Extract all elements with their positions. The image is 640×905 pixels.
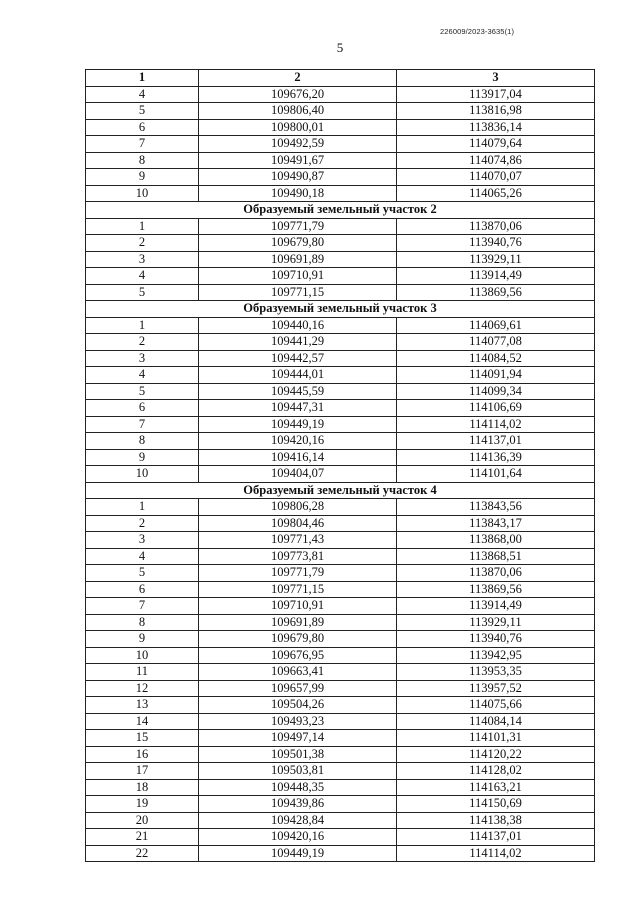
x-coordinate-cell: 109428,84 <box>199 812 397 829</box>
point-number-cell: 16 <box>86 746 199 763</box>
x-coordinate-cell: 109439,86 <box>199 796 397 813</box>
y-coordinate-cell: 113869,56 <box>397 284 595 301</box>
x-coordinate-cell: 109491,67 <box>199 152 397 169</box>
point-number-cell: 14 <box>86 713 199 730</box>
table-row <box>86 334 595 351</box>
point-number-cell: 10 <box>86 466 199 483</box>
x-coordinate-cell: 109804,46 <box>199 515 397 532</box>
point-number-cell: 21 <box>86 829 199 846</box>
table-row <box>86 350 595 367</box>
y-coordinate-cell: 113940,76 <box>397 235 595 252</box>
point-number-cell: 8 <box>86 614 199 631</box>
coordinates-table-body <box>86 70 595 862</box>
x-coordinate-cell: 109691,89 <box>199 251 397 268</box>
y-coordinate-cell: 114101,31 <box>397 730 595 747</box>
y-coordinate-cell: 114075,66 <box>397 697 595 714</box>
y-coordinate-cell: 114106,69 <box>397 400 595 417</box>
point-number-cell: 10 <box>86 647 199 664</box>
table-row <box>86 218 595 235</box>
table-row <box>86 713 595 730</box>
table-row <box>86 235 595 252</box>
point-number-cell: 12 <box>86 680 199 697</box>
table-row <box>86 548 595 565</box>
y-coordinate-cell: 114101,64 <box>397 466 595 483</box>
x-coordinate-cell: 109440,16 <box>199 317 397 334</box>
table-row <box>86 532 595 549</box>
point-number-cell: 2 <box>86 334 199 351</box>
point-number-cell: 4 <box>86 548 199 565</box>
table-row <box>86 763 595 780</box>
table-row <box>86 664 595 681</box>
point-number-cell: 7 <box>86 136 199 153</box>
point-number-cell: 4 <box>86 367 199 384</box>
point-number-cell: 3 <box>86 350 199 367</box>
y-coordinate-cell: 114099,34 <box>397 383 595 400</box>
point-number-cell: 11 <box>86 664 199 681</box>
table-row <box>86 251 595 268</box>
x-coordinate-cell: 109771,79 <box>199 218 397 235</box>
table-row <box>86 746 595 763</box>
point-number-cell: 6 <box>86 119 199 136</box>
y-coordinate-cell: 113836,14 <box>397 119 595 136</box>
x-coordinate-cell: 109663,41 <box>199 664 397 681</box>
table-row <box>86 433 595 450</box>
x-coordinate-cell: 109676,20 <box>199 86 397 103</box>
x-coordinate-cell: 109445,59 <box>199 383 397 400</box>
section-title-row <box>86 301 595 318</box>
x-coordinate-cell: 109679,80 <box>199 235 397 252</box>
x-coordinate-cell: 109806,40 <box>199 103 397 120</box>
point-number-cell: 9 <box>86 449 199 466</box>
point-number-cell: 8 <box>86 152 199 169</box>
point-number-cell: 5 <box>86 103 199 120</box>
point-number-cell: 17 <box>86 763 199 780</box>
y-coordinate-cell: 113843,17 <box>397 515 595 532</box>
section-title: Образуемый земельный участок 2 <box>86 202 595 219</box>
y-coordinate-cell: 114070,07 <box>397 169 595 186</box>
point-number-cell: 4 <box>86 268 199 285</box>
x-coordinate-cell: 109420,16 <box>199 829 397 846</box>
x-coordinate-cell: 109800,01 <box>199 119 397 136</box>
section-title-row <box>86 202 595 219</box>
x-coordinate-cell: 109493,23 <box>199 713 397 730</box>
table-row <box>86 103 595 120</box>
y-coordinate-cell: 113816,98 <box>397 103 595 120</box>
x-coordinate-cell: 109771,15 <box>199 581 397 598</box>
point-number-cell: 5 <box>86 284 199 301</box>
table-header-row <box>86 70 595 87</box>
table-row <box>86 697 595 714</box>
x-coordinate-cell: 109676,95 <box>199 647 397 664</box>
table-row <box>86 416 595 433</box>
table-row <box>86 565 595 582</box>
point-number-cell: 6 <box>86 581 199 598</box>
point-number-cell: 22 <box>86 845 199 862</box>
point-number-cell: 19 <box>86 796 199 813</box>
y-coordinate-cell: 114065,26 <box>397 185 595 202</box>
y-coordinate-cell: 113870,06 <box>397 218 595 235</box>
x-coordinate-cell: 109420,16 <box>199 433 397 450</box>
table-row <box>86 614 595 631</box>
x-coordinate-cell: 109492,59 <box>199 136 397 153</box>
table-row <box>86 796 595 813</box>
table-row <box>86 86 595 103</box>
y-coordinate-cell: 114077,08 <box>397 334 595 351</box>
x-coordinate-cell: 109710,91 <box>199 598 397 615</box>
y-coordinate-cell: 113929,11 <box>397 251 595 268</box>
table-row <box>86 598 595 615</box>
point-number-cell: 1 <box>86 317 199 334</box>
table-row <box>86 400 595 417</box>
point-number-cell: 9 <box>86 631 199 648</box>
document-id: 226009/2023-3635(1) <box>440 27 515 36</box>
x-coordinate-cell: 109710,91 <box>199 268 397 285</box>
x-coordinate-cell: 109501,38 <box>199 746 397 763</box>
point-number-cell: 2 <box>86 515 199 532</box>
y-coordinate-cell: 114114,02 <box>397 416 595 433</box>
point-number-cell: 8 <box>86 433 199 450</box>
y-coordinate-cell: 113940,76 <box>397 631 595 648</box>
x-coordinate-cell: 109691,89 <box>199 614 397 631</box>
table-row <box>86 812 595 829</box>
section-title: Образуемый земельный участок 4 <box>86 482 595 499</box>
x-coordinate-cell: 109490,18 <box>199 185 397 202</box>
table-row <box>86 367 595 384</box>
point-number-cell: 7 <box>86 416 199 433</box>
point-number-cell: 9 <box>86 169 199 186</box>
x-coordinate-cell: 109503,81 <box>199 763 397 780</box>
y-coordinate-cell: 114069,61 <box>397 317 595 334</box>
table-row <box>86 169 595 186</box>
point-number-cell: 5 <box>86 383 199 400</box>
x-coordinate-cell: 109444,01 <box>199 367 397 384</box>
y-coordinate-cell: 113869,56 <box>397 581 595 598</box>
x-coordinate-cell: 109442,57 <box>199 350 397 367</box>
y-coordinate-cell: 114138,38 <box>397 812 595 829</box>
column-header-2: 2 <box>199 70 397 87</box>
y-coordinate-cell: 114128,02 <box>397 763 595 780</box>
y-coordinate-cell: 113843,56 <box>397 499 595 516</box>
table-row <box>86 779 595 796</box>
table-row <box>86 317 595 334</box>
y-coordinate-cell: 113868,00 <box>397 532 595 549</box>
section-title: Образуемый земельный участок 3 <box>86 301 595 318</box>
table-row <box>86 499 595 516</box>
table-row <box>86 631 595 648</box>
point-number-cell: 3 <box>86 532 199 549</box>
point-number-cell: 5 <box>86 565 199 582</box>
table-row <box>86 581 595 598</box>
y-coordinate-cell: 114084,14 <box>397 713 595 730</box>
table-row <box>86 136 595 153</box>
y-coordinate-cell: 114079,64 <box>397 136 595 153</box>
column-header-1: 1 <box>86 70 199 87</box>
table-row <box>86 730 595 747</box>
point-number-cell: 13 <box>86 697 199 714</box>
x-coordinate-cell: 109771,43 <box>199 532 397 549</box>
table-row <box>86 152 595 169</box>
point-number-cell: 2 <box>86 235 199 252</box>
point-number-cell: 6 <box>86 400 199 417</box>
y-coordinate-cell: 113914,49 <box>397 598 595 615</box>
table-row <box>86 185 595 202</box>
y-coordinate-cell: 114114,02 <box>397 845 595 862</box>
x-coordinate-cell: 109679,80 <box>199 631 397 648</box>
y-coordinate-cell: 114091,94 <box>397 367 595 384</box>
point-number-cell: 7 <box>86 598 199 615</box>
y-coordinate-cell: 114150,69 <box>397 796 595 813</box>
column-header-3: 3 <box>397 70 595 87</box>
x-coordinate-cell: 109806,28 <box>199 499 397 516</box>
x-coordinate-cell: 109490,87 <box>199 169 397 186</box>
point-number-cell: 1 <box>86 218 199 235</box>
x-coordinate-cell: 109771,15 <box>199 284 397 301</box>
table-row <box>86 515 595 532</box>
point-number-cell: 3 <box>86 251 199 268</box>
table-row <box>86 449 595 466</box>
x-coordinate-cell: 109773,81 <box>199 548 397 565</box>
y-coordinate-cell: 113942,95 <box>397 647 595 664</box>
table-row <box>86 284 595 301</box>
table-row <box>86 829 595 846</box>
x-coordinate-cell: 109447,31 <box>199 400 397 417</box>
x-coordinate-cell: 109497,14 <box>199 730 397 747</box>
table-row <box>86 647 595 664</box>
y-coordinate-cell: 114137,01 <box>397 829 595 846</box>
point-number-cell: 18 <box>86 779 199 796</box>
point-number-cell: 10 <box>86 185 199 202</box>
x-coordinate-cell: 109449,19 <box>199 845 397 862</box>
y-coordinate-cell: 114074,86 <box>397 152 595 169</box>
coordinates-table <box>85 69 595 862</box>
y-coordinate-cell: 113929,11 <box>397 614 595 631</box>
y-coordinate-cell: 113868,51 <box>397 548 595 565</box>
y-coordinate-cell: 113914,49 <box>397 268 595 285</box>
table-row <box>86 268 595 285</box>
y-coordinate-cell: 113870,06 <box>397 565 595 582</box>
y-coordinate-cell: 113917,04 <box>397 86 595 103</box>
x-coordinate-cell: 109657,99 <box>199 680 397 697</box>
point-number-cell: 1 <box>86 499 199 516</box>
y-coordinate-cell: 114084,52 <box>397 350 595 367</box>
table-row <box>86 383 595 400</box>
y-coordinate-cell: 114136,39 <box>397 449 595 466</box>
point-number-cell: 4 <box>86 86 199 103</box>
section-title-row <box>86 482 595 499</box>
point-number-cell: 15 <box>86 730 199 747</box>
x-coordinate-cell: 109771,79 <box>199 565 397 582</box>
y-coordinate-cell: 113953,35 <box>397 664 595 681</box>
point-number-cell: 20 <box>86 812 199 829</box>
x-coordinate-cell: 109449,19 <box>199 416 397 433</box>
x-coordinate-cell: 109504,26 <box>199 697 397 714</box>
x-coordinate-cell: 109441,29 <box>199 334 397 351</box>
table-row <box>86 680 595 697</box>
y-coordinate-cell: 113957,52 <box>397 680 595 697</box>
table-row <box>86 845 595 862</box>
table-row <box>86 119 595 136</box>
x-coordinate-cell: 109448,35 <box>199 779 397 796</box>
page-number: 5 <box>336 40 344 55</box>
y-coordinate-cell: 114137,01 <box>397 433 595 450</box>
y-coordinate-cell: 114120,22 <box>397 746 595 763</box>
table-row <box>86 466 595 483</box>
x-coordinate-cell: 109416,14 <box>199 449 397 466</box>
y-coordinate-cell: 114163,21 <box>397 779 595 796</box>
x-coordinate-cell: 109404,07 <box>199 466 397 483</box>
